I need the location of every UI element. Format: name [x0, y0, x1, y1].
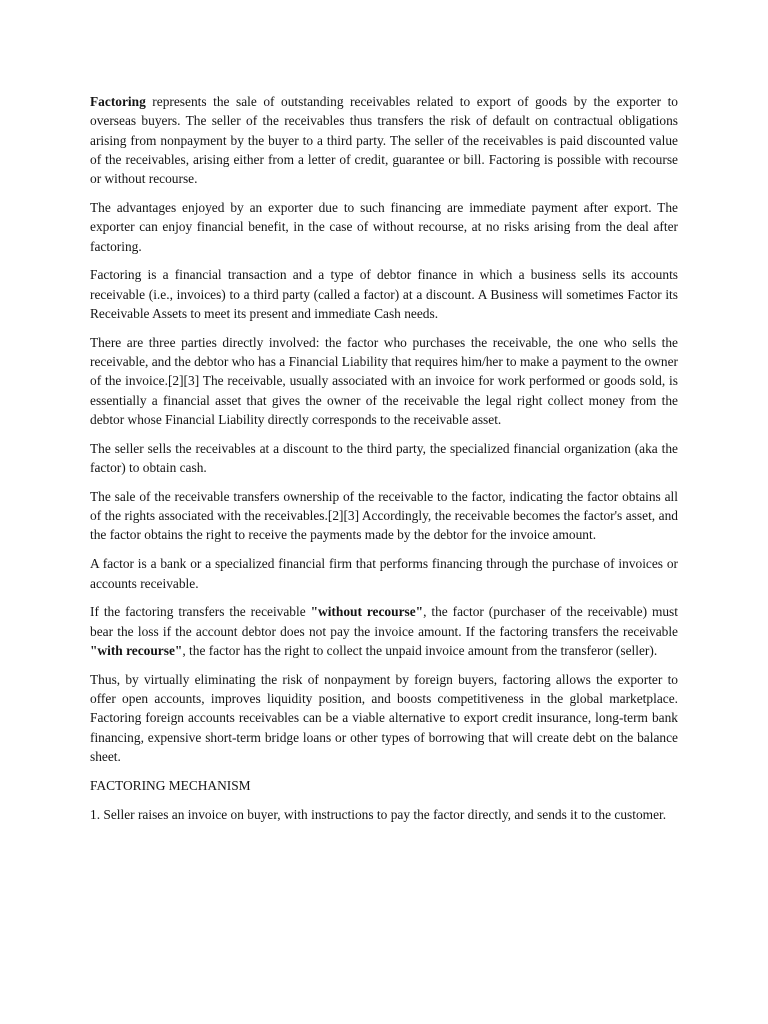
paragraph-advantages: The advantages enjoyed by an exporter due to such financing are immediate payment after export. The exporter can enjoy financial benefit, in the case of without recourse, at no risks arising from the deal after factoring.	[90, 199, 678, 254]
paragraph-mechanism-step-1: 1. Seller raises an invoice on buyer, with instructions to pay the factor directly, and sends it to the customer.	[90, 806, 667, 822]
paragraph-financial-transaction: Factoring is a financial transaction and a type of debtor finance in which a business sells its accounts receivable (i.e., invoices) to a third party (called a factor) at a discount. A Business will sometimes Factor its Receivable Assets to meet its present and immediate Cash needs.	[90, 267, 678, 321]
paragraph-text: , the factor (purchaser of the receivable) must bear the loss if the account debtor does not pay the invoice amount. If the factoring transfers the receivable	[90, 604, 678, 639]
paragraph-three-parties: There are three parties directly involved: the factor who purchases the receivable, the one who sells the receivable, and the debtor who has a Financial Liability that requires him/her to make a payment to the owner of the invoice.[2][3] The receivable, usually associated with an invoice for work performed or goods sold, is essentially a financial asset that gives the owner of the receivable the legal right collect money from the debtor whose Financial Liability directly corresponds to the receivable asset.	[90, 334, 678, 427]
paragraph-text: , the factor has the right to collect the unpaid invoice amount from the transferor (seller).	[182, 642, 658, 658]
paragraph-text: represents the sale of outstanding receivables related to export of goods by the exporter to overseas buyers. The seller of the receivables thus transfers the risk of default on contractual obligations arising from nonpayment by the buyer to a third party. The seller of the receivables is paid discounted value of the receivables, arising either from a letter of credit, guarantee or bill. Factoring is possible with recourse or without recourse.	[90, 94, 678, 187]
term-without-recourse: "without recourse"	[310, 604, 424, 620]
paragraph-ownership-transfer: The sale of the receivable transfers ownership of the receivable to the factor, indicating the factor obtains all of the rights associated with the receivables.[2][3] Accordingly, the receivable becomes the factor's asset, and the factor obtains the right to receive the payments made by the debtor for the invoice amount.	[90, 488, 678, 543]
section-heading: FACTORING MECHANISM	[90, 777, 251, 793]
term-factoring: Factoring	[90, 94, 146, 109]
paragraph-eliminating-risk: Thus, by virtually eliminating the risk of nonpayment by foreign buyers, factoring allows the exporter to offer open accounts, improves liquidity position, and boosts competitiveness in the global marketplace. Factoring foreign accounts receivables can be a viable alternative to export credit insurance, long-term bank financing, expensive short-term bridge loans or other types of borrowing that will create debt on the balance sheet.	[90, 671, 678, 764]
paragraph-seller-sells: The seller sells the receivables at a discount to the third party, the specialized financial organization (aka the factor) to obtain cash.	[90, 440, 678, 476]
term-with-recourse: "with recourse"	[90, 642, 183, 658]
paragraph-recourse	[90, 602, 678, 660]
paragraph-factor-definition: A factor is a bank or a specialized financial firm that performs financing through the purchase of invoices or accounts receivable.	[90, 556, 678, 591]
paragraph-factoring-definition	[90, 92, 678, 188]
paragraph-text: If the factoring transfers the receivable	[90, 604, 311, 620]
